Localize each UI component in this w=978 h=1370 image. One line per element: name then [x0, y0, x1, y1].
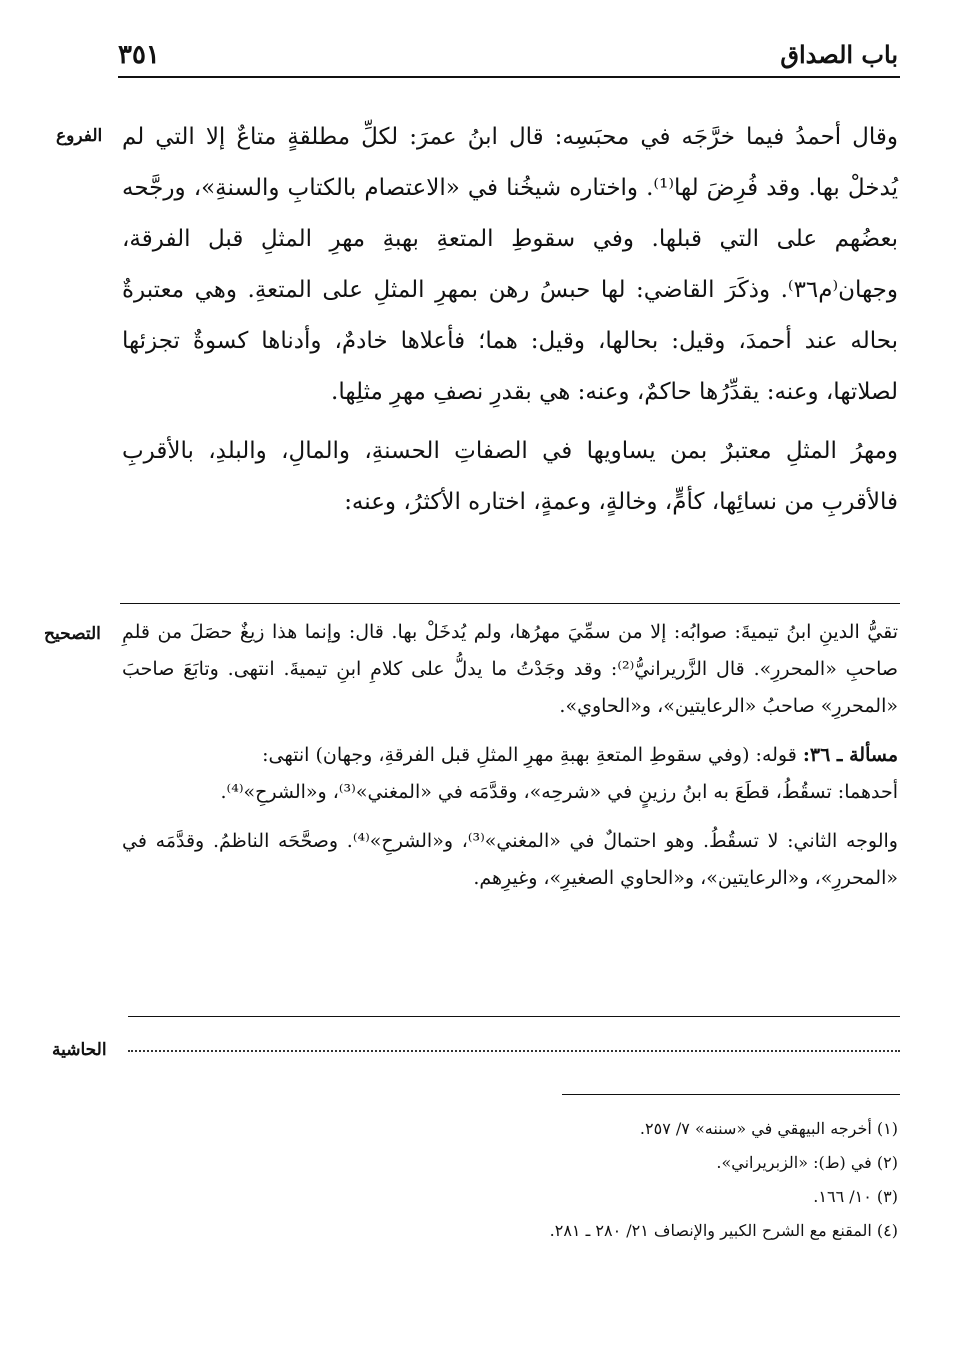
footnote-rule: [562, 1094, 900, 1095]
issue-label: مسألة ـ ٣٦:: [802, 744, 898, 766]
footnote-item: (٤) المقنع مع الشرح الكبير والإنصاف ٢١/ ٢٨٠ ـ ٢٨١.: [549, 1221, 898, 1240]
running-head: [118, 38, 898, 72]
footnote-item: (٣) ١٠/ ١٦٦.: [813, 1187, 898, 1206]
issue-heading: [122, 737, 898, 774]
chapter-title: باب الصداق: [780, 40, 898, 69]
hashiya-dotted-line: [128, 1050, 900, 1052]
margin-label-tashih: التصحيح: [44, 624, 101, 644]
issue-text: قوله: (وفي سقوطِ المتعةِ بهبةِ مهرِ المثلِ قبل الفرقةِ، وجهان) انتهى:: [262, 744, 797, 766]
footnotes: [300, 1112, 898, 1248]
main-text: [122, 112, 898, 528]
main-paragraph-1: وقال أحمدُ فيما خرَّجَه في محبَسِه: قال ابنُ عمرَ: لكلِّ مطلقةٍ متاعٌ إلا التي لم يُدخلْ بها. وقد فُرِضَ لها⁽¹⁾. واختاره شيخُنا في «الاعتصام بالكتابِ والسنةِ»، ورجَّحه بعضُهم على التي قبلها. وفي سقوطِ المتعةِ بهبةِ مهرِ المثلِ قبل الفرقة، وجهان⁽م٣٦⁾. وذكَرَ القاضي: لها حبسُ رهن بمهرِ المثلِ على المتعةِ. وهي معتبرةٌ بحاله عند أحمدَ، وقيل: بحالها، وقيل: هما؛ فأعلاها خادمٌ، وأدناها كسوةٌ تجزئها لصلاتها، وعنه: يقدِّرُها حاكمٌ، وعنه: هي بقدرِ نصفِ مهرِ مثلِها.: [122, 124, 899, 405]
correction-paragraph-2: أحدهما: تسقُطُ، قطَعَ به ابنُ رزينٍ في «شرحِه»، وقدَّمَه في «المغني»⁽³⁾، و«الشرحِ»⁽⁴⁾.: [220, 781, 898, 803]
correction-paragraph-3: والوجه الثاني: لا تسقُطُ. وهو احتمالٌ في «المغني»⁽³⁾، و«الشرحِ»⁽⁴⁾. وصحَّحَه الناظمُ. وقدَّمَه في «المحررِ»، و«الرعايتين»، و«الحاوي الصغيرِ»، وغيرِهم.: [122, 830, 898, 889]
main-paragraph-2: ومهرُ المثلِ معتبرٌ بمن يساويها في الصفاتِ الحسنةِ، والمالِ، والبلدِ، بالأقربِ فالأقربِ من نسائِها، كأمٍّ، وخالةٍ، وعمةٍ، اختاره الأكثرُ، وعنه:: [122, 438, 898, 515]
margin-label-furu: الفروع: [56, 126, 103, 146]
footnote-item: (١) أخرجه البيهقي في «سننه» ٧/ ٢٥٧.: [639, 1119, 898, 1138]
correction-section: [122, 614, 898, 897]
page-number: ٣٥١: [118, 40, 160, 70]
header-rule: [118, 76, 900, 78]
correction-paragraph-1: تقيُّ الدينِ ابنُ تيميةَ: صوابُه: إلا من سمِّيَ مهرُها، ولم يُدخَلْ بها. قال: وإنما هذا زيغٌ حصَلَ من قلمِ صاحبِ «المحررِ». قال الزَّريرانيُّ⁽²⁾: وقد وجَدْتُ ما يدلُّ على كلامِ ابنِ تيميةَ. انتهى. وتابَعَ صاحبَ «المحررِ» صاحبُ «الرعايتين»، و«الحاوي».: [122, 621, 899, 717]
footnote-item: (٢) في (ط): «الزبريراني».: [716, 1153, 898, 1172]
section-divider: [120, 603, 900, 604]
hashiya-top-rule: [128, 1016, 900, 1017]
margin-label-hashiya: الحاشية: [52, 1040, 107, 1060]
